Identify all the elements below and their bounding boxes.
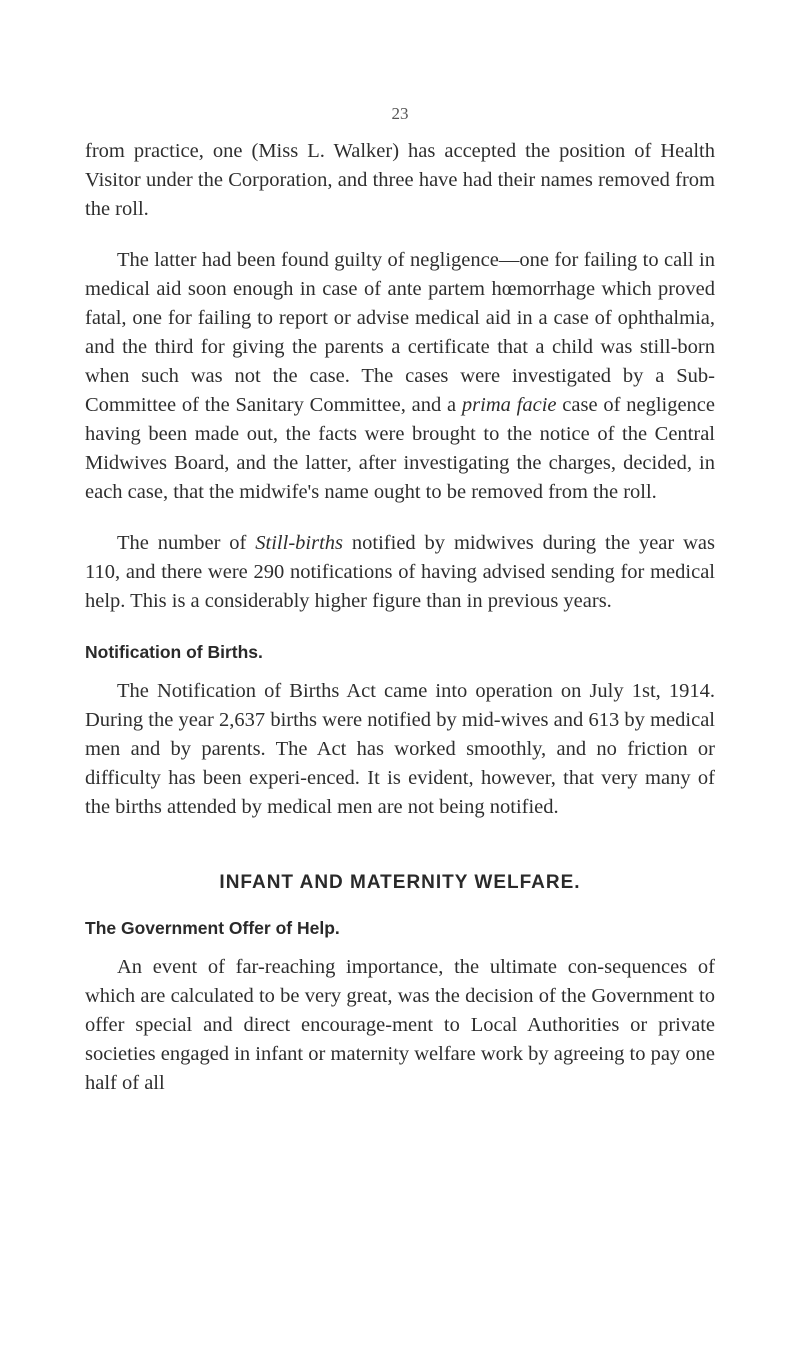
paragraph-government-offer <box>85 953 715 1098</box>
page-number: 23 <box>391 104 409 123</box>
paragraph-text: The Notification of Births Act came into operation on July 1st, 1914. During the year 2,637 births were notified by mid-wives and 613 by medical men and by parents. The Act has worked smoothly, and no friction or difficulty has been experi-enced. It is evident, however, that very many of the births attended by medical men are not being notified. <box>85 680 715 818</box>
heading-notification-of-births: Notification of Births. <box>85 642 263 662</box>
page-body <box>85 137 715 1098</box>
paragraph-notification-act <box>85 677 715 822</box>
paragraph-text: The number of <box>117 532 256 554</box>
section-title: INFANT AND MATERNITY WELFARE. <box>219 872 581 893</box>
paragraph-negligence <box>85 246 715 507</box>
paragraph-text: The latter had been found guilty of negligence—one for failing to call in medical aid soon enough in case of ante partem hœmorrhage which proved fatal, one for failing to report or advise medical aid in a case of ophthalmia, and the third for giving the parents a certificate that a child was still-born when such was not the case. The cases were investigated by a Sub-Committee of the Sanitary Committee, and a <box>85 249 715 416</box>
paragraph-continuation <box>85 137 715 224</box>
paragraph-text: from practice, one (Miss L. Walker) has accepted the position of Health Visitor under the Corporation, and three have had their names removed from the roll. <box>85 140 715 220</box>
italic-phrase: prima facie <box>461 394 557 416</box>
paragraph-still-births <box>85 529 715 616</box>
italic-phrase: Still-births <box>255 532 343 554</box>
paragraph-text: An event of far-reaching importance, the ultimate con-sequences of which are calculated to be very great, was the decision of the Government to offer special and direct encourage-ment to Local Authorities or private societies engaged in infant or maternity welfare work by agreeing to pay one half of all <box>85 956 715 1094</box>
paragraph-text: notified by midwives during the year was 110, and there were 290 notifications of having advised sending for medical help. This is a considerably higher figure than in previous years. <box>85 532 716 612</box>
heading-government-offer: The Government Offer of Help. <box>85 918 340 938</box>
paragraph-text: case of negligence having been made out, the facts were brought to the notice of the Central Midwives Board, and the latter, after investigating the charges, decided, in each case, that the midwife's name ought to be removed from the roll. <box>85 394 716 503</box>
